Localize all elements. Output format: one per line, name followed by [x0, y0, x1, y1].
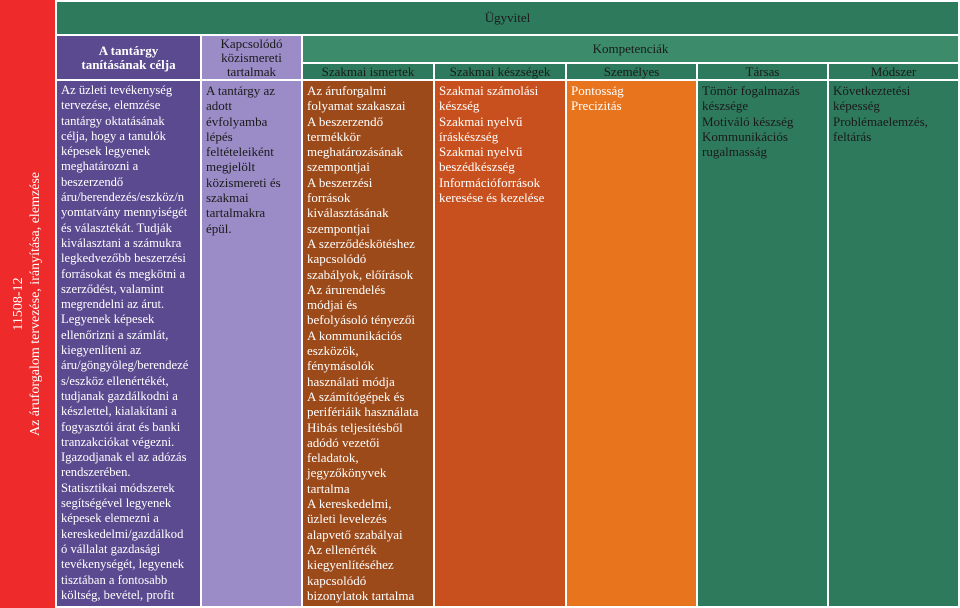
modszer-header — [829, 64, 958, 79]
tarsas-label: Társas — [745, 64, 780, 79]
celja-header — [57, 36, 200, 79]
modszer-label: Módszer — [870, 64, 917, 79]
side-label — [11, 172, 45, 436]
szemelyes-header — [567, 64, 696, 79]
tarsas-header — [698, 64, 827, 79]
tarsas-cell: Tömör fogalmazás készsége Motiváló készség Kommunikációs rugalmasság — [698, 81, 827, 606]
side-code: 11508-12 — [11, 277, 27, 331]
modszer-cell: Következtetési képesség Problémaelemzés, feltárás — [829, 81, 958, 606]
szakmai-keszsegek-header — [435, 64, 565, 79]
kapcsolodo-cell: A tantárgy az adott évfolyamba lépés feltételeiként megjelölt közismereti és szakmai tartalmakra épül. — [202, 81, 301, 606]
szakmai-ismertek-cell: Az áruforgalmi folyamat szakaszai A beszerzendő termékkör meghatározásának szempontjai A beszerzési források kiválasztásának szempontjai A szerződéskötéshez kapcsolódó szabályok, előírások Az árurendelés módjai és befolyásoló tényezői A kommunikációs eszközök, fénymásolók használati módja A számítógépek és perifériáik használata Hibás teljesítésből adódó vezetői feladatok, jegyzőkönyvek tartalma A kereskedelmi, üzleti levelezés alapvető szabályai Az ellenérték kiegyenlítéséhez kapcsolódó bizonylatok tartalma — [303, 81, 433, 606]
szemelyes-cell: Pontosság Precizitás — [567, 81, 696, 606]
szemelyes-label: Személyes — [603, 64, 660, 79]
szakmai-ismertek-label: Szakmai ismertek — [321, 64, 415, 79]
kapcsolodo-header-label: Kapcsolódó közismereti tartalmak — [220, 36, 283, 79]
kapcsolodo-header — [202, 36, 301, 79]
ugyvitel-label: Ügyvitel — [484, 10, 531, 25]
kompetenciak-label: Kompetenciák — [592, 41, 669, 56]
szakmai-ismertek-header — [303, 64, 433, 79]
side-title: Az áruforgalom tervezése, irányítása, elemzése — [28, 171, 44, 437]
celja-cell: Az üzleti tevékenység tervezése, elemzése tantárgy oktatásának célja, hogy a tanulók képesek legyenek meghatározni a beszerzendő áru/berendezés/eszköz/n yomtatvány mennyiségét és választékát. Tudják kiválasztani a számukra legkedvezőbb beszerzési forrásokat és megkötni a szerződést, valamint megrendelni az árut. Legyenek képesek ellenőrizni a számlát, kiegyenlíteni az áru/göngyöleg/berendezé s/eszköz ellenértékét, tudjanak gazdálkodni a készlettel, kialakítani a fogyasztói árat és banki tranzakciókat végezni. Igazodjanak el az adózás rendszerében. Statisztikai módszerek segítségével legyenek képesek elemezni a kereskedelmi/gazdálkod ó vállalat gazdasági tevékenységét, legyenek tisztában a fontosabb költség, bevétel, profit — [57, 81, 200, 606]
side-label-column — [0, 0, 55, 608]
kompetenciak-header — [303, 36, 958, 62]
szakmai-keszsegek-label: Szakmai készségek — [449, 64, 551, 79]
szakmai-keszsegek-cell: Szakmai számolási készség Szakmai nyelvű íráskészség Szakmai nyelvű beszédkészség Információforrások keresése és kezelése — [435, 81, 565, 606]
ugyvitel-header — [57, 2, 958, 34]
celja-header-label: A tantárgy tanításának célja — [81, 42, 176, 72]
